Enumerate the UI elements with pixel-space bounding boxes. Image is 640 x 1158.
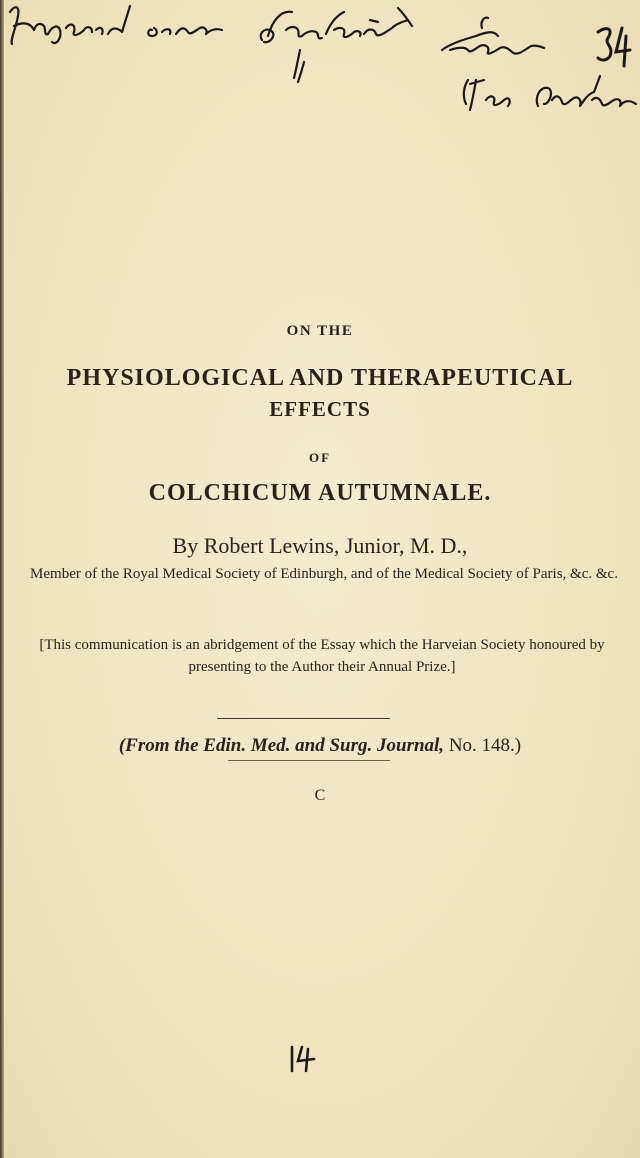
title-preamble: ON THE (286, 323, 354, 339)
folio-number-handwritten (594, 22, 634, 72)
citation-italic: (From the Edin. Med. and Surg. Journal, (118, 735, 445, 756)
author-byline: By Robert Lewins, Junior, M. D., (172, 533, 468, 558)
title-line-2: EFFECTS (269, 397, 371, 421)
handwriting-scrawl (0, 0, 640, 140)
title-line-3: COLCHICUM AUTUMNALE. (148, 480, 492, 506)
binding-edge (0, 0, 4, 1158)
divider-rule-bottom (228, 760, 390, 761)
handwritten-page-number (286, 1043, 322, 1073)
prize-note: [This communication is an abridgement of the Essay which the Harveian Society honoured by presenting to the Author their Annual Prize.] (39, 637, 605, 675)
author-membership: Member of the Royal Medical Society of Edinburgh, and of the Medical Society of Paris, &c. &c. (30, 566, 618, 582)
handwritten-inscription (0, 0, 640, 140)
title-line-1: PHYSIOLOGICAL AND THERAPEUTICAL (66, 365, 574, 391)
citation-number: No. 148.) (444, 735, 522, 756)
journal-citation (0, 735, 640, 757)
title-connector: OF (308, 450, 332, 465)
divider-rule-top (217, 718, 390, 719)
signature-mark: C (314, 787, 326, 804)
